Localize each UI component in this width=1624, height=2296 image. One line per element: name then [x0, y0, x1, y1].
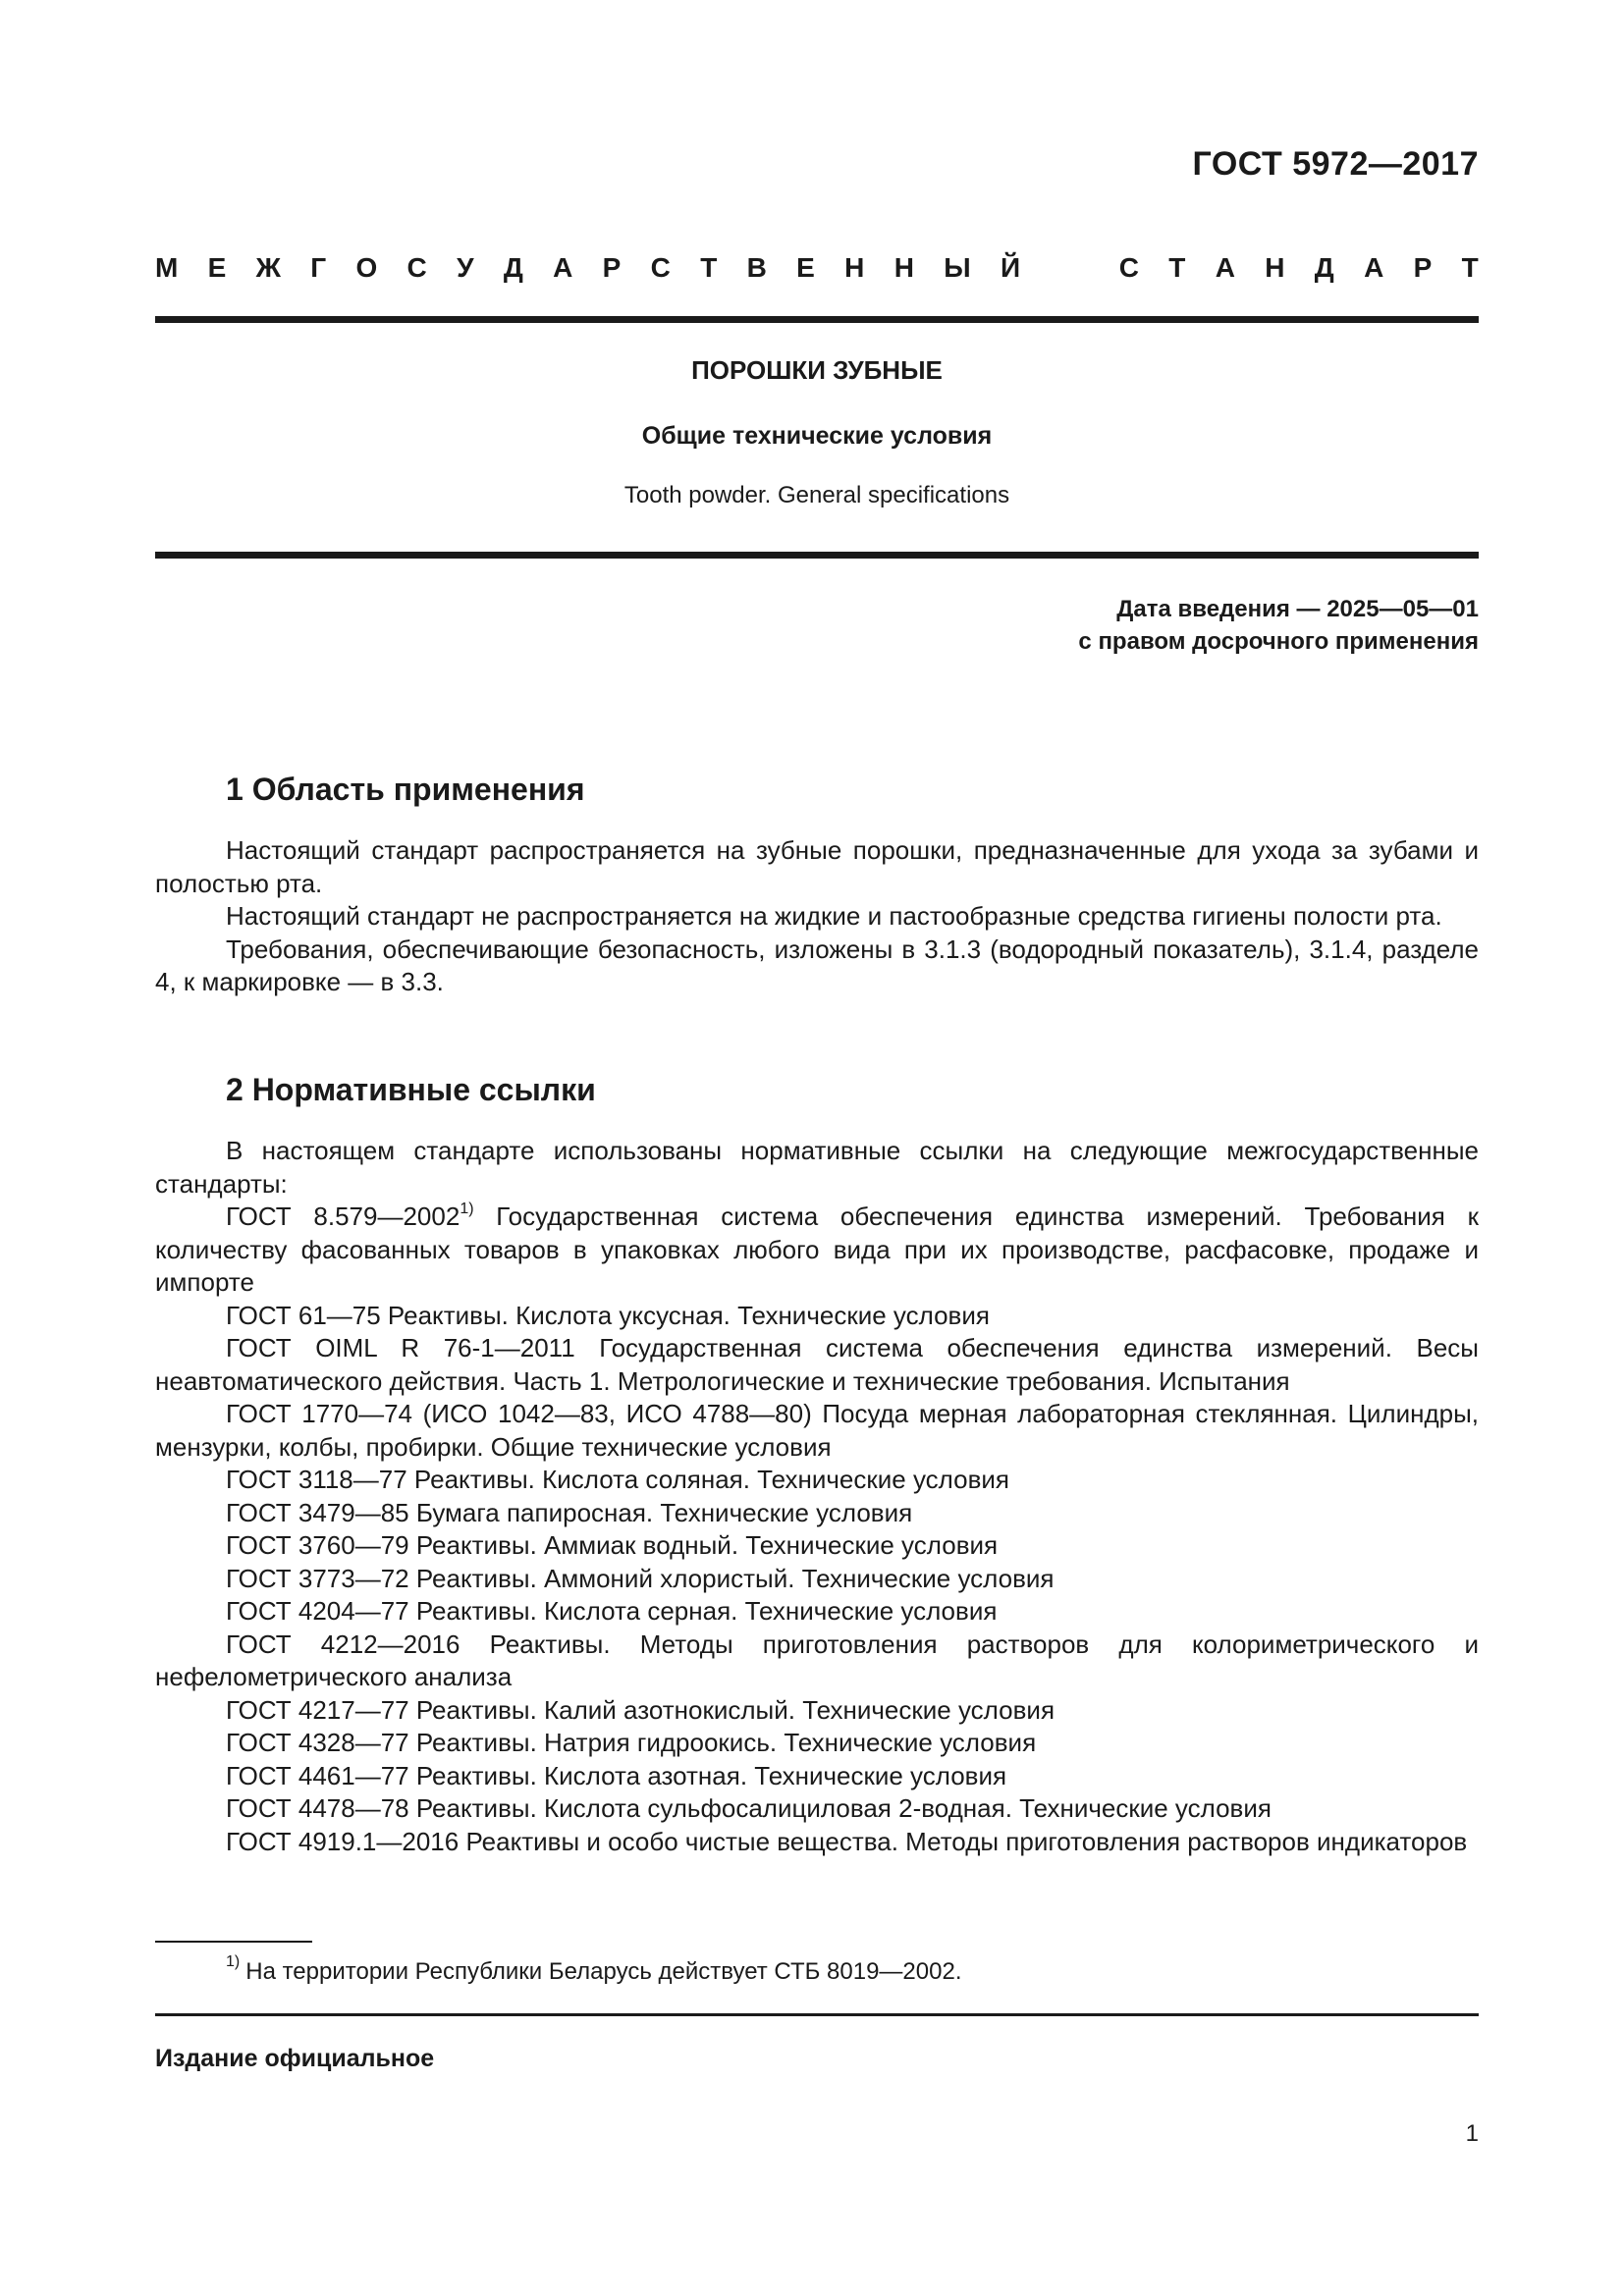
footnote-divider — [155, 1941, 312, 1943]
heading-letter: Р — [602, 252, 622, 283]
reference-item: ГОСТ 3773—72 Реактивы. Аммоний хлористый. Технические условия — [226, 1563, 1055, 1593]
document-subtitle: Общие технические условия — [641, 422, 993, 450]
paragraph: Требования, обеспечивающие безопасность, изложены в 3.1.3 (водородный показатель), 3.1.4, разделе 4, к маркировке — в 3.3. — [155, 934, 1479, 996]
reference-item: ГОСТ 3118—77 Реактивы. Кислота соляная. Технические условия — [226, 1465, 1010, 1494]
reference-item: ГОСТ OIML R 76-1—2011 Государственная система обеспечения единства измерений. Весы неавтоматического действия. Часть 1. Метрологические и технические требования. Испытания — [155, 1333, 1479, 1396]
reference-item — [155, 1201, 1479, 1300]
heading-letter: Й — [1000, 252, 1021, 283]
heading-letter: У — [457, 252, 474, 283]
reference-item: ГОСТ 1770—74 (ИСО 1042—83, ИСО 4788—80) Посуда мерная лабораторная стеклянная. Цилиндры, мензурки, колбы, пробирки. Общие технические условия — [155, 1399, 1479, 1462]
heading-letter: Н — [893, 252, 914, 283]
heading-letter: Д — [503, 252, 523, 283]
footnote-reference-mark: 1) — [460, 1201, 474, 1218]
header-divider — [155, 316, 1479, 323]
reference-item: ГОСТ 4212—2016 Реактивы. Методы приготовления растворов для колориметрического и нефелометрического анализа — [155, 1629, 1479, 1691]
paragraph: Настоящий стандарт не распространяется на жидкие и пастообразные средства гигиены полости рта. — [226, 901, 1442, 931]
heading-letter: С — [650, 252, 671, 283]
edition-label: Издание официальное — [155, 2045, 435, 2072]
reference-item: ГОСТ 4328—77 Реактивы. Натрия гидроокись. Технические условия — [226, 1728, 1037, 1757]
section-1-body — [155, 834, 1479, 999]
reference-item: ГОСТ 3760—79 Реактивы. Аммиак водный. Технические условия — [226, 1530, 999, 1560]
word-gap — [1050, 252, 1089, 284]
heading-letter: В — [746, 252, 767, 283]
heading-letter: С — [406, 252, 427, 283]
paragraph: В настоящем стандарте использованы нормативные ссылки на следующие межгосударственные стандарты: — [155, 1136, 1479, 1199]
heading-letter: Н — [844, 252, 865, 283]
title-divider — [155, 552, 1479, 559]
reference-item: ГОСТ 61—75 Реактивы. Кислота уксусная. Технические условия — [226, 1300, 990, 1330]
heading-letter: Н — [1265, 252, 1285, 283]
reference-item: ГОСТ 4217—77 Реактивы. Калий азотнокислый. Технические условия — [226, 1694, 1056, 1725]
heading-letter: Т — [700, 252, 718, 283]
footnote-text: На территории Республики Беларусь действует СТБ 8019—2002. — [245, 1958, 962, 1985]
document-title: ПОРОШКИ ЗУБНЫЕ — [691, 355, 943, 385]
early-application-note: с правом досрочного применения — [1078, 628, 1479, 655]
introduction-date: Дата введения — 2025—05—01 — [1116, 596, 1479, 622]
reference-item: ГОСТ 3479—85 Бумага папиросная. Технические условия — [226, 1497, 913, 1527]
reference-item: ГОСТ 4204—77 Реактивы. Кислота серная. Технические условия — [226, 1596, 998, 1626]
reference-code: ГОСТ 8.579—2002 — [226, 1201, 460, 1231]
heading-letter: Е — [796, 252, 815, 283]
section-2-body — [155, 1135, 1479, 1858]
heading-letter: Ы — [944, 252, 971, 283]
heading-letter: А — [1364, 252, 1384, 283]
heading-letter: О — [355, 252, 378, 283]
standard-type-heading — [155, 252, 1479, 284]
footnote-mark: 1) — [226, 1953, 241, 1970]
heading-letter: С — [1118, 252, 1139, 283]
heading-letter: А — [1215, 252, 1235, 283]
reference-item: ГОСТ 4478—78 Реактивы. Кислота сульфосалициловая 2-водная. Технические условия — [226, 1793, 1272, 1823]
heading-letter: Ж — [255, 252, 281, 283]
heading-letter: Г — [310, 252, 327, 283]
footnote — [226, 1953, 962, 1986]
section-2-heading: 2 Нормативные ссылки — [226, 1072, 596, 1107]
reference-title: Государственная система обеспечения единства измерений. Требования к количеству фасованных товаров в упаковках любого вида при их производстве, расфасовке, продаже и импорте — [155, 1201, 1480, 1297]
heading-letter: Е — [207, 252, 227, 283]
heading-letter: М — [155, 252, 179, 283]
footer-divider — [155, 2013, 1479, 2016]
heading-letter: Д — [1314, 252, 1334, 283]
document-number: ГОСТ 5972—2017 — [1192, 145, 1479, 183]
page-number: 1 — [1465, 2120, 1479, 2147]
heading-letter: Т — [1461, 252, 1479, 283]
paragraph: Настоящий стандарт распространяется на зубные порошки, предназначенные для ухода за зубами и полостью рта. — [155, 835, 1479, 898]
heading-letter: Т — [1168, 252, 1186, 283]
document-title-english: Tooth powder. General specifications — [623, 482, 1010, 508]
heading-letter: А — [553, 252, 573, 283]
reference-item: ГОСТ 4461—77 Реактивы. Кислота азотная. Технические условия — [226, 1760, 1007, 1790]
heading-letter: Р — [1413, 252, 1433, 283]
reference-item: ГОСТ 4919.1—2016 Реактивы и особо чистые вещества. Методы приготовления растворов индикаторов — [226, 1826, 1468, 1856]
section-1-heading: 1 Область применения — [226, 772, 585, 807]
introduction-date-block — [1078, 593, 1479, 658]
